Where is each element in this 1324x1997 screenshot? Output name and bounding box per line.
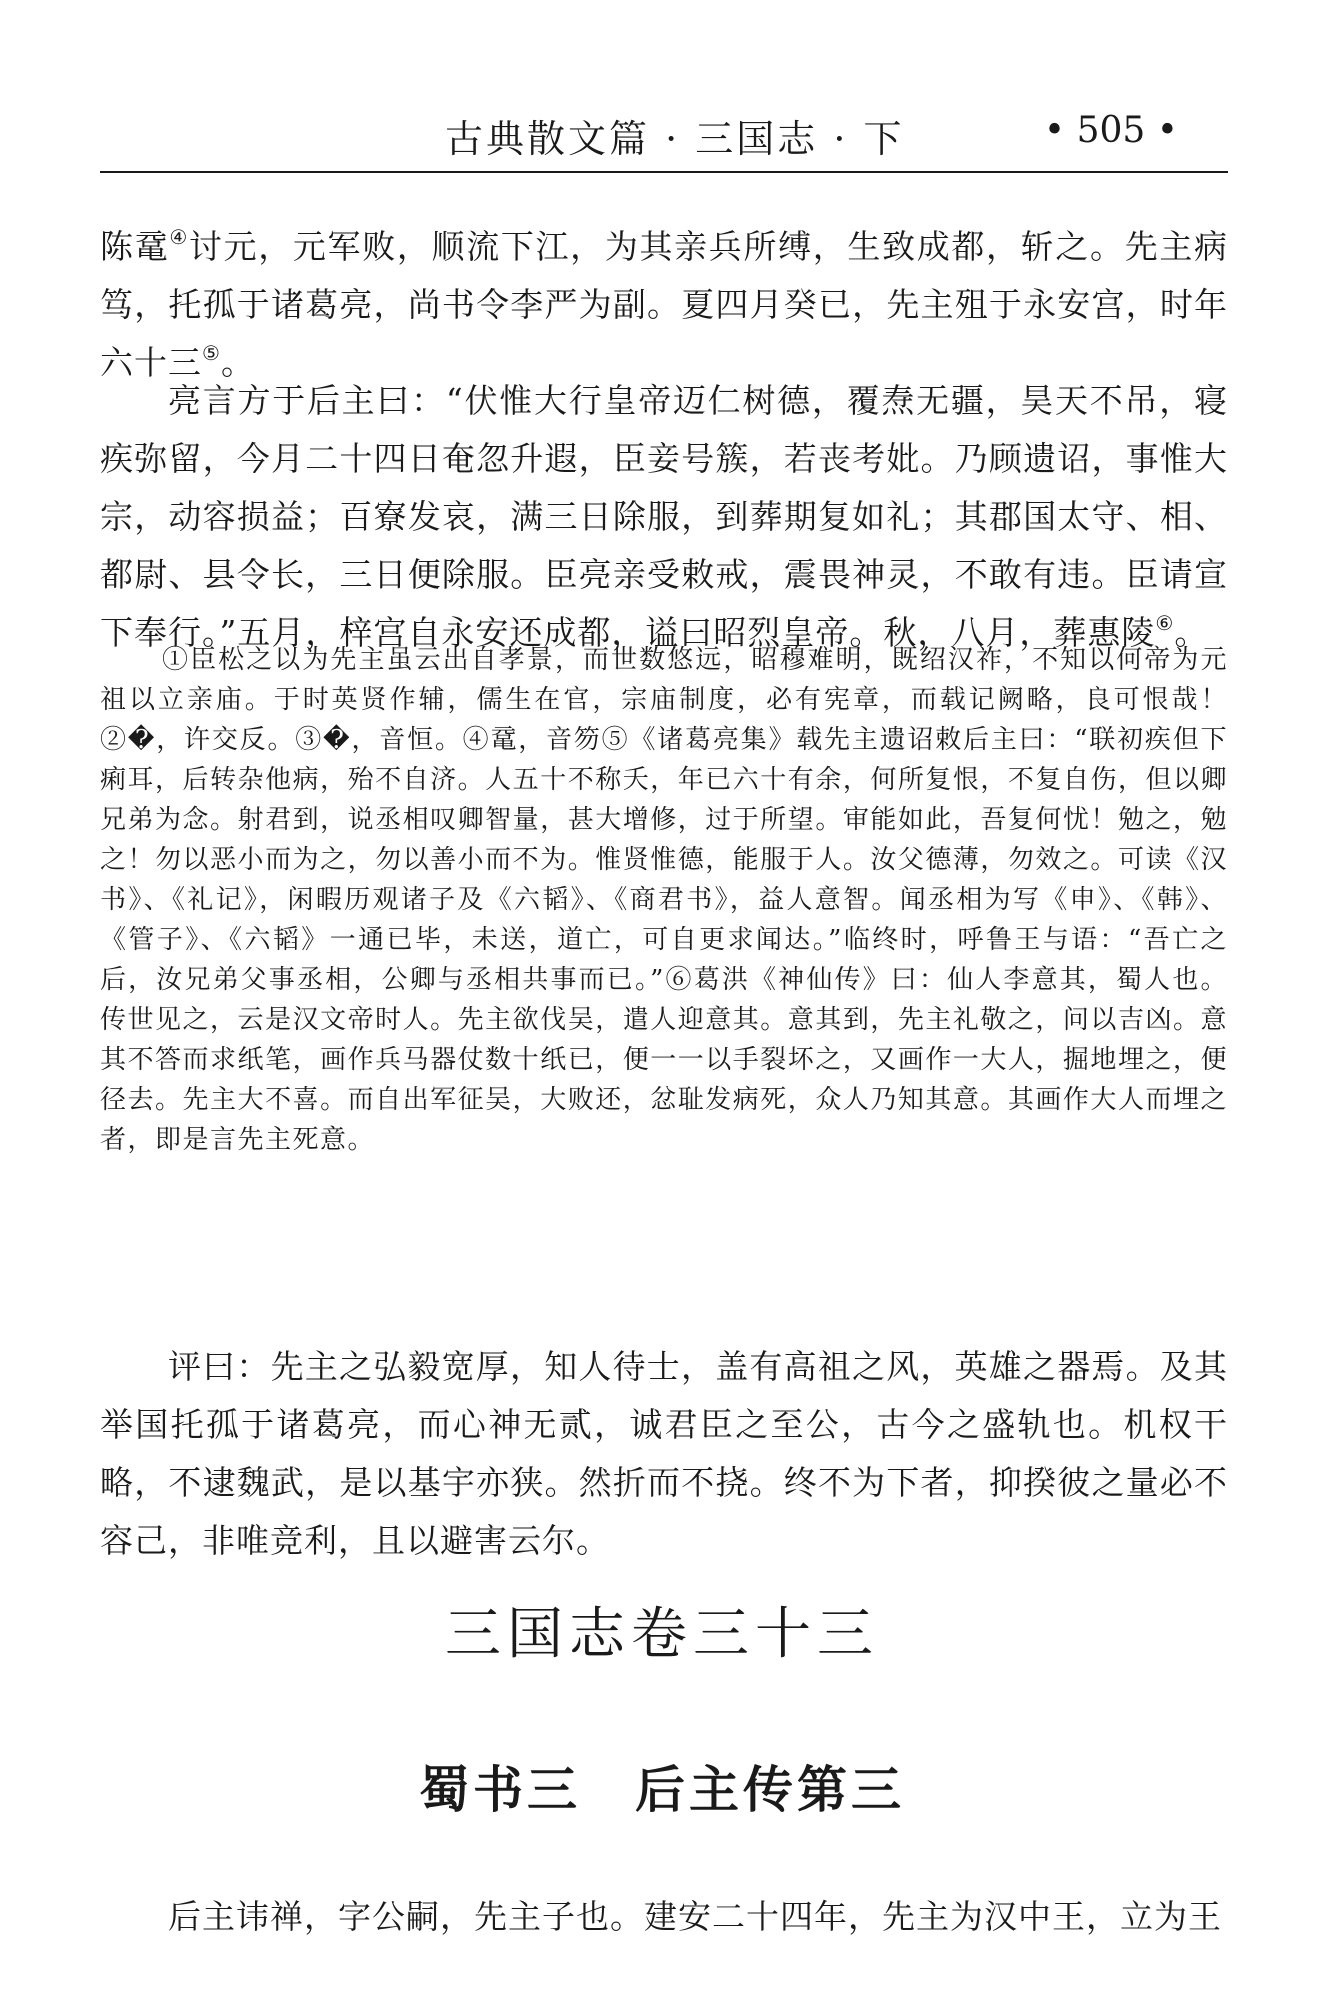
header-title: 古典散文篇 · 三国志 · 下 [445, 117, 905, 161]
volume-title: 三国志卷三十三 [445, 1602, 879, 1667]
page-number: • 505 • [1043, 110, 1178, 151]
final-paragraph [100, 1888, 1228, 1946]
footnote-marker-6: ⑥ [1155, 611, 1175, 635]
footnotes-text: ①臣松之以为先主虽云出自孝景，而世数悠远，昭穆难明，既绍汉祚，不知以何帝为元祖以立亲庙。于时英贤作辅，儒生在官，宗庙制度，必有宪章，而载记阙略，良可恨哉！②�，许交反。③�，音恒。④鼋，音笏⑤《诸葛亮集》载先主遗诏敕后主曰：“联初疾但下痢耳，后转杂他病，殆不自济。人五十不称夭，年已六十有余，何所复恨，不复自伤，但以卿兄弟为念。射君到，说丞相叹卿智量，甚大增修，过于所望。审能如此，吾复何忧！勉之，勉之！勿以恶小而为之，勿以善小而不为。惟贤惟德，能服于人。汝父德薄，勿效之。可读《汉书》、《礼记》，闲暇历观诸子及《六韬》、《商君书》，益人意智。闻丞相为写《申》、《韩》、《管子》、《六韬》一通已毕，未送，道亡，可自更求闻达。”临终时，呼鲁王与语：“吾亡之后，汝兄弟父事丞相，公卿与丞相共事而已。”⑥葛洪《神仙传》曰：仙人李意其，蜀人也。传世见之，云是汉文帝时人。先主欲伐吴，遣人迎意其。意其到，先主礼敬之，问以吉凶。意其不答而求纸笔，画作兵马器仗数十纸已，便一一以手裂坏之，又画作一大人，掘地埋之，便径去。先主大不喜。而自出军征吴，大败还，忿耻发病死，众人乃知其意。其画作大人而埋之者，即是言先主死意。 [100, 645, 1228, 1155]
header-divider [100, 171, 1228, 173]
chapter-title: 蜀书三 后主传第三 [419, 1761, 905, 1819]
final-paragraph-text: 后主讳禅，字公嗣，先主子也。建安二十四年，先主为汉中王，立为王 [168, 1897, 1222, 1936]
footnotes [100, 640, 1228, 1160]
paragraph-2 [100, 372, 1228, 662]
paragraph-1 [100, 218, 1228, 392]
paragraph-1-text: 陈鼋④讨元，元军败，顺流下江，为其亲兵所缚，生致成都，斩之。先主病笃，托孤于诸葛亮，尚书令李严为副。夏四月癸已，先主殂于永安宫，时年六十三⑤。 [100, 225, 1229, 382]
footnote-marker-5: ⑤ [202, 341, 221, 365]
commentary-text: 评曰：先主之弘毅宽厚，知人待士，盖有高祖之风，英雄之器焉。及其举国托孤于诸葛亮，而心神无贰，诚君臣之至公，古今之盛轨也。机权干略，不逮魏武，是以基宇亦狭。然折而不挠。终不为下者，抑揆彼之量必不容己，非唯竞利，且以避害云尔。 [100, 1347, 1228, 1560]
footnote-marker-4: ④ [169, 225, 189, 249]
paragraph-2-text: 亮言方于后主曰：“伏惟大行皇帝迈仁树德，覆焘无疆，昊天不吊，寝疾弥留，今月二十四日奄忽升遐，臣妾号簇，若丧考妣。乃顾遗诏，事惟大宗，动容损益；百寮发哀，满三日除服，到葬期复如礼；其郡国太守、相、都尉、县令长，三日便除服。臣亮亲受敕戒，震畏神灵，不敢有违。臣请宣下奉行。”五月，梓宫自永安还成都，谥曰昭烈皇帝。秋，八月，葬惠陵⑥。 [100, 381, 1228, 652]
commentary [100, 1338, 1228, 1570]
running-header [100, 108, 1228, 164]
